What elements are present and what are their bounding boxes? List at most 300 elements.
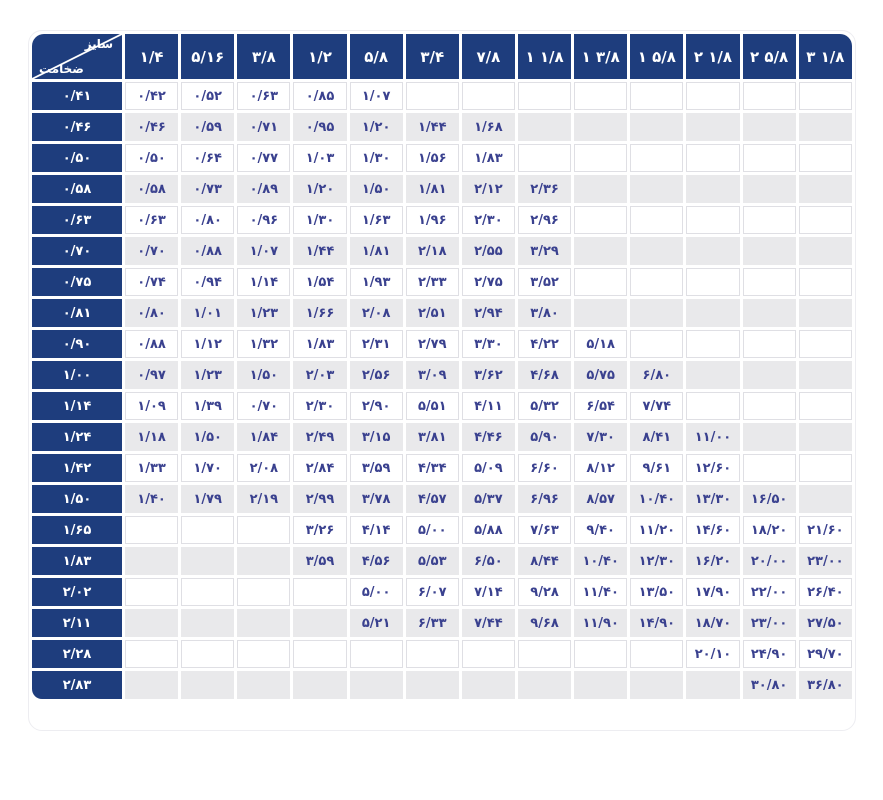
weight-cell: ۹/۶۱	[630, 454, 683, 482]
size-header-cell: ۳ ۱/۸	[799, 34, 852, 79]
weight-cell: ۱/۰۱	[181, 299, 234, 327]
thickness-cell: ۲/۸۳	[32, 671, 122, 699]
empty-cell	[799, 268, 852, 296]
empty-cell	[462, 671, 515, 699]
empty-cell	[799, 361, 852, 389]
weight-cell: ۵/۲۱	[350, 609, 403, 637]
weight-cell: ۳/۱۵	[350, 423, 403, 451]
weight-cell: ۳/۵۲	[518, 268, 571, 296]
empty-cell	[686, 206, 739, 234]
empty-cell	[518, 671, 571, 699]
weight-cell: ۱/۰۷	[237, 237, 290, 265]
empty-cell	[237, 578, 290, 606]
weight-cell: ۲/۹۶	[518, 206, 571, 234]
table-row	[32, 547, 852, 575]
empty-cell	[743, 82, 796, 110]
weight-cell: ۶/۰۷	[406, 578, 459, 606]
empty-cell	[799, 299, 852, 327]
table-row	[32, 516, 852, 544]
empty-cell	[743, 144, 796, 172]
weight-cell: ۳/۷۸	[350, 485, 403, 513]
empty-cell	[630, 640, 683, 668]
weight-cell: ۱/۰۷	[350, 82, 403, 110]
weight-cell: ۱/۵۴	[293, 268, 346, 296]
weight-cell: ۰/۷۴	[125, 268, 178, 296]
weight-cell: ۴/۲۲	[518, 330, 571, 358]
empty-cell	[406, 640, 459, 668]
thickness-cell: ۰/۷۰	[32, 237, 122, 265]
weight-cell: ۵/۳۷	[462, 485, 515, 513]
weight-cell: ۹/۴۰	[574, 516, 627, 544]
weight-cell: ۱/۶۶	[293, 299, 346, 327]
empty-cell	[743, 392, 796, 420]
weight-cell: ۱۶/۲۰	[686, 547, 739, 575]
weight-cell: ۷/۷۴	[630, 392, 683, 420]
empty-cell	[574, 206, 627, 234]
empty-cell	[686, 671, 739, 699]
empty-cell	[181, 640, 234, 668]
empty-cell	[574, 268, 627, 296]
size-header-cell: ۱/۲	[293, 34, 346, 79]
empty-cell	[799, 454, 852, 482]
size-header-cell: ۱ ۳/۸	[574, 34, 627, 79]
thickness-cell: ۱/۰۰	[32, 361, 122, 389]
weight-cell: ۱/۹۶	[406, 206, 459, 234]
table-row	[32, 640, 852, 668]
weight-cell: ۱/۶۸	[462, 113, 515, 141]
weight-cell: ۰/۵۰	[125, 144, 178, 172]
weight-cell: ۲/۵۶	[350, 361, 403, 389]
weight-cell: ۷/۱۴	[462, 578, 515, 606]
empty-cell	[518, 144, 571, 172]
weight-cell: ۲/۷۵	[462, 268, 515, 296]
empty-cell	[799, 423, 852, 451]
empty-cell	[686, 299, 739, 327]
weight-cell: ۱۷/۹۰	[686, 578, 739, 606]
empty-cell	[293, 640, 346, 668]
empty-cell	[630, 144, 683, 172]
weight-cell: ۲/۱۲	[462, 175, 515, 203]
weight-cell: ۲۰/۰۰	[743, 547, 796, 575]
weight-cell: ۱۲/۶۰	[686, 454, 739, 482]
empty-cell	[743, 237, 796, 265]
weight-cell: ۷/۳۰	[574, 423, 627, 451]
weight-cell: ۲۱/۶۰	[799, 516, 852, 544]
table-row	[32, 299, 852, 327]
empty-cell	[743, 299, 796, 327]
empty-cell	[686, 113, 739, 141]
table-row	[32, 144, 852, 172]
weight-cell: ۱/۵۰	[350, 175, 403, 203]
weight-cell: ۳۰/۸۰	[743, 671, 796, 699]
weight-cell: ۱/۱۴	[237, 268, 290, 296]
size-header-cell: ۱/۴	[125, 34, 178, 79]
weight-cell: ۰/۹۷	[125, 361, 178, 389]
empty-cell	[799, 144, 852, 172]
empty-cell	[237, 516, 290, 544]
empty-cell	[574, 82, 627, 110]
weight-cell: ۳/۶۲	[462, 361, 515, 389]
weight-cell: ۰/۸۸	[125, 330, 178, 358]
weight-cell: ۰/۶۴	[181, 144, 234, 172]
weight-cell: ۱/۷۰	[181, 454, 234, 482]
size-header-cell: ۲ ۱/۸	[686, 34, 739, 79]
thickness-cell: ۱/۴۲	[32, 454, 122, 482]
empty-cell	[799, 237, 852, 265]
empty-cell	[462, 82, 515, 110]
weight-cell: ۱/۲۰	[350, 113, 403, 141]
table-row	[32, 578, 852, 606]
weight-cell: ۵/۰۰	[350, 578, 403, 606]
thickness-cell: ۰/۴۱	[32, 82, 122, 110]
thickness-cell: ۰/۷۵	[32, 268, 122, 296]
empty-cell	[630, 268, 683, 296]
weight-cell: ۱/۸۳	[293, 330, 346, 358]
weight-cell: ۱۴/۹۰	[630, 609, 683, 637]
empty-cell	[686, 392, 739, 420]
empty-cell	[518, 82, 571, 110]
weight-cell: ۱/۸۳	[462, 144, 515, 172]
corner-header-cell	[32, 34, 122, 79]
weight-cell: ۲/۳۰	[293, 392, 346, 420]
weight-cell: ۲۴/۹۰	[743, 640, 796, 668]
weight-cell: ۱۸/۲۰	[743, 516, 796, 544]
thickness-cell: ۲/۰۲	[32, 578, 122, 606]
weight-cell: ۰/۷۰	[125, 237, 178, 265]
weight-cell: ۰/۷۷	[237, 144, 290, 172]
weight-cell: ۱۱/۰۰	[686, 423, 739, 451]
size-header-cell: ۱ ۱/۸	[518, 34, 571, 79]
weight-cell: ۱/۴۰	[125, 485, 178, 513]
thickness-cell: ۱/۶۵	[32, 516, 122, 544]
weight-cell: ۱/۲۰	[293, 175, 346, 203]
size-header-cell: ۳/۴	[406, 34, 459, 79]
weight-cell: ۰/۵۹	[181, 113, 234, 141]
weight-cell: ۴/۴۶	[462, 423, 515, 451]
weight-cell: ۲/۳۶	[518, 175, 571, 203]
weight-cell: ۸/۵۷	[574, 485, 627, 513]
empty-cell	[237, 671, 290, 699]
weight-cell: ۱۰/۴۰	[630, 485, 683, 513]
empty-cell	[518, 640, 571, 668]
weight-cell: ۲/۳۳	[406, 268, 459, 296]
size-header-cell: ۳/۸	[237, 34, 290, 79]
weight-cell: ۵/۷۵	[574, 361, 627, 389]
thickness-cell: ۰/۵۸	[32, 175, 122, 203]
empty-cell	[125, 640, 178, 668]
size-axis-label: سایز	[84, 37, 113, 51]
weight-cell: ۱/۳۲	[237, 330, 290, 358]
weight-cell: ۸/۴۱	[630, 423, 683, 451]
weight-cell: ۱۱/۲۰	[630, 516, 683, 544]
empty-cell	[125, 547, 178, 575]
weight-cell: ۱/۳۹	[181, 392, 234, 420]
weight-cell: ۵/۵۳	[406, 547, 459, 575]
empty-cell	[743, 423, 796, 451]
size-header-cell: ۵/۸	[350, 34, 403, 79]
table-row	[32, 330, 852, 358]
weight-cell: ۱/۹۳	[350, 268, 403, 296]
empty-cell	[799, 330, 852, 358]
empty-cell	[125, 516, 178, 544]
empty-cell	[743, 330, 796, 358]
empty-cell	[799, 485, 852, 513]
empty-cell	[237, 609, 290, 637]
weight-cell: ۱/۳۳	[125, 454, 178, 482]
weight-cell: ۳/۸۱	[406, 423, 459, 451]
weight-cell: ۰/۵۸	[125, 175, 178, 203]
weight-cell: ۷/۶۳	[518, 516, 571, 544]
size-header-cell: ۷/۸	[462, 34, 515, 79]
weight-cell: ۲۶/۴۰	[799, 578, 852, 606]
weight-cell: ۳/۸۰	[518, 299, 571, 327]
weight-cell: ۱/۷۹	[181, 485, 234, 513]
weight-cell: ۱/۵۰	[237, 361, 290, 389]
empty-cell	[743, 206, 796, 234]
weight-cell: ۲/۰۸	[350, 299, 403, 327]
weight-cell: ۱/۵۰	[181, 423, 234, 451]
empty-cell	[630, 206, 683, 234]
weight-cell: ۱۲/۳۰	[630, 547, 683, 575]
empty-cell	[686, 361, 739, 389]
weight-cell: ۰/۹۶	[237, 206, 290, 234]
empty-cell	[686, 237, 739, 265]
weight-cell: ۰/۴۲	[125, 82, 178, 110]
weight-cell: ۱/۸۴	[237, 423, 290, 451]
empty-cell	[686, 175, 739, 203]
weight-cell: ۵/۱۸	[574, 330, 627, 358]
empty-cell	[406, 671, 459, 699]
weight-cell: ۶/۵۴	[574, 392, 627, 420]
empty-cell	[462, 640, 515, 668]
empty-cell	[743, 175, 796, 203]
weight-cell: ۱/۰۹	[125, 392, 178, 420]
weight-cell: ۲/۸۴	[293, 454, 346, 482]
empty-cell	[743, 113, 796, 141]
size-weight-table-card	[28, 30, 856, 731]
weight-cell: ۲/۰۳	[293, 361, 346, 389]
empty-cell	[799, 392, 852, 420]
empty-cell	[799, 206, 852, 234]
empty-cell	[574, 175, 627, 203]
weight-cell: ۲/۹۴	[462, 299, 515, 327]
weight-cell: ۱۱/۹۰	[574, 609, 627, 637]
weight-cell: ۲/۵۱	[406, 299, 459, 327]
empty-cell	[574, 640, 627, 668]
weight-cell: ۴/۱۱	[462, 392, 515, 420]
weight-cell: ۳/۲۶	[293, 516, 346, 544]
weight-cell: ۰/۸۹	[237, 175, 290, 203]
weight-cell: ۲/۴۹	[293, 423, 346, 451]
empty-cell	[181, 578, 234, 606]
thickness-cell: ۰/۹۰	[32, 330, 122, 358]
weight-cell: ۲۹/۷۰	[799, 640, 852, 668]
weight-cell: ۱/۵۶	[406, 144, 459, 172]
weight-cell: ۸/۴۴	[518, 547, 571, 575]
table-row	[32, 206, 852, 234]
empty-cell	[350, 671, 403, 699]
table-body	[32, 82, 852, 699]
weight-cell: ۹/۶۸	[518, 609, 571, 637]
empty-cell	[686, 82, 739, 110]
empty-cell	[574, 113, 627, 141]
weight-cell: ۴/۳۴	[406, 454, 459, 482]
weight-cell: ۰/۸۰	[181, 206, 234, 234]
weight-cell: ۶/۸۰	[630, 361, 683, 389]
empty-cell	[630, 330, 683, 358]
empty-cell	[406, 82, 459, 110]
weight-cell: ۲/۹۹	[293, 485, 346, 513]
weight-cell: ۲/۵۵	[462, 237, 515, 265]
weight-cell: ۰/۹۵	[293, 113, 346, 141]
empty-cell	[293, 609, 346, 637]
weight-cell: ۶/۵۰	[462, 547, 515, 575]
thickness-cell: ۲/۲۸	[32, 640, 122, 668]
weight-cell: ۸/۱۲	[574, 454, 627, 482]
weight-cell: ۶/۶۰	[518, 454, 571, 482]
empty-cell	[630, 671, 683, 699]
empty-cell	[125, 609, 178, 637]
empty-cell	[630, 237, 683, 265]
weight-cell: ۵/۸۸	[462, 516, 515, 544]
weight-cell: ۴/۵۷	[406, 485, 459, 513]
weight-cell: ۷/۴۴	[462, 609, 515, 637]
thickness-cell: ۱/۸۳	[32, 547, 122, 575]
empty-cell	[181, 516, 234, 544]
weight-cell: ۰/۷۳	[181, 175, 234, 203]
table-row	[32, 82, 852, 110]
weight-cell: ۱/۳۰	[293, 206, 346, 234]
weight-cell: ۱/۱۲	[181, 330, 234, 358]
empty-cell	[686, 330, 739, 358]
weight-cell: ۰/۸۵	[293, 82, 346, 110]
thickness-cell: ۰/۶۳	[32, 206, 122, 234]
empty-cell	[237, 640, 290, 668]
weight-cell: ۰/۴۶	[125, 113, 178, 141]
weight-cell: ۰/۹۴	[181, 268, 234, 296]
table-row	[32, 237, 852, 265]
weight-cell: ۱۸/۷۰	[686, 609, 739, 637]
empty-cell	[686, 268, 739, 296]
thickness-cell: ۱/۱۴	[32, 392, 122, 420]
empty-cell	[743, 454, 796, 482]
weight-cell: ۵/۵۱	[406, 392, 459, 420]
table-row	[32, 175, 852, 203]
empty-cell	[574, 237, 627, 265]
weight-cell: ۵/۳۲	[518, 392, 571, 420]
thickness-axis-label: ضخامت	[39, 62, 84, 76]
weight-cell: ۱/۲۳	[181, 361, 234, 389]
empty-cell	[181, 609, 234, 637]
weight-cell: ۱۱/۴۰	[574, 578, 627, 606]
empty-cell	[799, 82, 852, 110]
weight-cell: ۱/۸۱	[406, 175, 459, 203]
weight-cell: ۵/۹۰	[518, 423, 571, 451]
weight-cell: ۳/۲۹	[518, 237, 571, 265]
empty-cell	[293, 578, 346, 606]
header-row	[32, 34, 852, 79]
weight-cell: ۲/۷۹	[406, 330, 459, 358]
thickness-cell: ۲/۱۱	[32, 609, 122, 637]
weight-cell: ۰/۶۳	[125, 206, 178, 234]
thickness-cell: ۰/۸۱	[32, 299, 122, 327]
weight-cell: ۱/۳۰	[350, 144, 403, 172]
empty-cell	[125, 671, 178, 699]
size-header-cell: ۱ ۵/۸	[630, 34, 683, 79]
weight-cell: ۰/۷۰	[237, 392, 290, 420]
weight-cell: ۶/۳۳	[406, 609, 459, 637]
empty-cell	[743, 361, 796, 389]
weight-cell: ۲۷/۵۰	[799, 609, 852, 637]
weight-cell: ۱/۶۳	[350, 206, 403, 234]
weight-cell: ۶/۹۶	[518, 485, 571, 513]
table-row	[32, 454, 852, 482]
weight-cell: ۵/۰۹	[462, 454, 515, 482]
table-row	[32, 609, 852, 637]
weight-cell: ۱۳/۳۰	[686, 485, 739, 513]
empty-cell	[574, 671, 627, 699]
weight-cell: ۳/۳۰	[462, 330, 515, 358]
empty-cell	[799, 175, 852, 203]
table-row	[32, 485, 852, 513]
weight-cell: ۲/۱۹	[237, 485, 290, 513]
weight-cell: ۰/۵۲	[181, 82, 234, 110]
weight-cell: ۴/۶۸	[518, 361, 571, 389]
weight-cell: ۲۳/۰۰	[743, 609, 796, 637]
weight-cell: ۱/۰۳	[293, 144, 346, 172]
empty-cell	[574, 299, 627, 327]
empty-cell	[181, 671, 234, 699]
table-row	[32, 268, 852, 296]
weight-cell: ۱/۴۴	[293, 237, 346, 265]
weight-cell: ۲/۱۸	[406, 237, 459, 265]
weight-cell: ۲۰/۱۰	[686, 640, 739, 668]
weight-cell: ۱/۲۳	[237, 299, 290, 327]
weight-cell: ۲/۳۰	[462, 206, 515, 234]
weight-cell: ۲۲/۰۰	[743, 578, 796, 606]
empty-cell	[630, 82, 683, 110]
size-header-cell: ۲ ۵/۸	[743, 34, 796, 79]
weight-cell: ۲/۰۸	[237, 454, 290, 482]
table-row	[32, 113, 852, 141]
table-row	[32, 423, 852, 451]
thickness-cell: ۰/۴۶	[32, 113, 122, 141]
empty-cell	[630, 175, 683, 203]
weight-cell: ۱۴/۶۰	[686, 516, 739, 544]
weight-cell: ۱۶/۵۰	[743, 485, 796, 513]
weight-cell: ۲/۳۱	[350, 330, 403, 358]
table-row	[32, 392, 852, 420]
weight-cell: ۳/۰۹	[406, 361, 459, 389]
empty-cell	[293, 671, 346, 699]
weight-cell: ۱/۱۸	[125, 423, 178, 451]
weight-cell: ۰/۸۸	[181, 237, 234, 265]
empty-cell	[237, 547, 290, 575]
weight-cell: ۱/۸۱	[350, 237, 403, 265]
weight-cell: ۴/۵۶	[350, 547, 403, 575]
empty-cell	[518, 113, 571, 141]
empty-cell	[574, 144, 627, 172]
weight-cell: ۹/۲۸	[518, 578, 571, 606]
weight-cell: ۵/۰۰	[406, 516, 459, 544]
weight-cell: ۲/۹۰	[350, 392, 403, 420]
weight-cell: ۱۰/۴۰	[574, 547, 627, 575]
weight-cell: ۳/۵۹	[293, 547, 346, 575]
size-weight-table	[29, 31, 855, 702]
weight-cell: ۰/۸۰	[125, 299, 178, 327]
thickness-cell: ۱/۵۰	[32, 485, 122, 513]
weight-cell: ۲۳/۰۰	[799, 547, 852, 575]
